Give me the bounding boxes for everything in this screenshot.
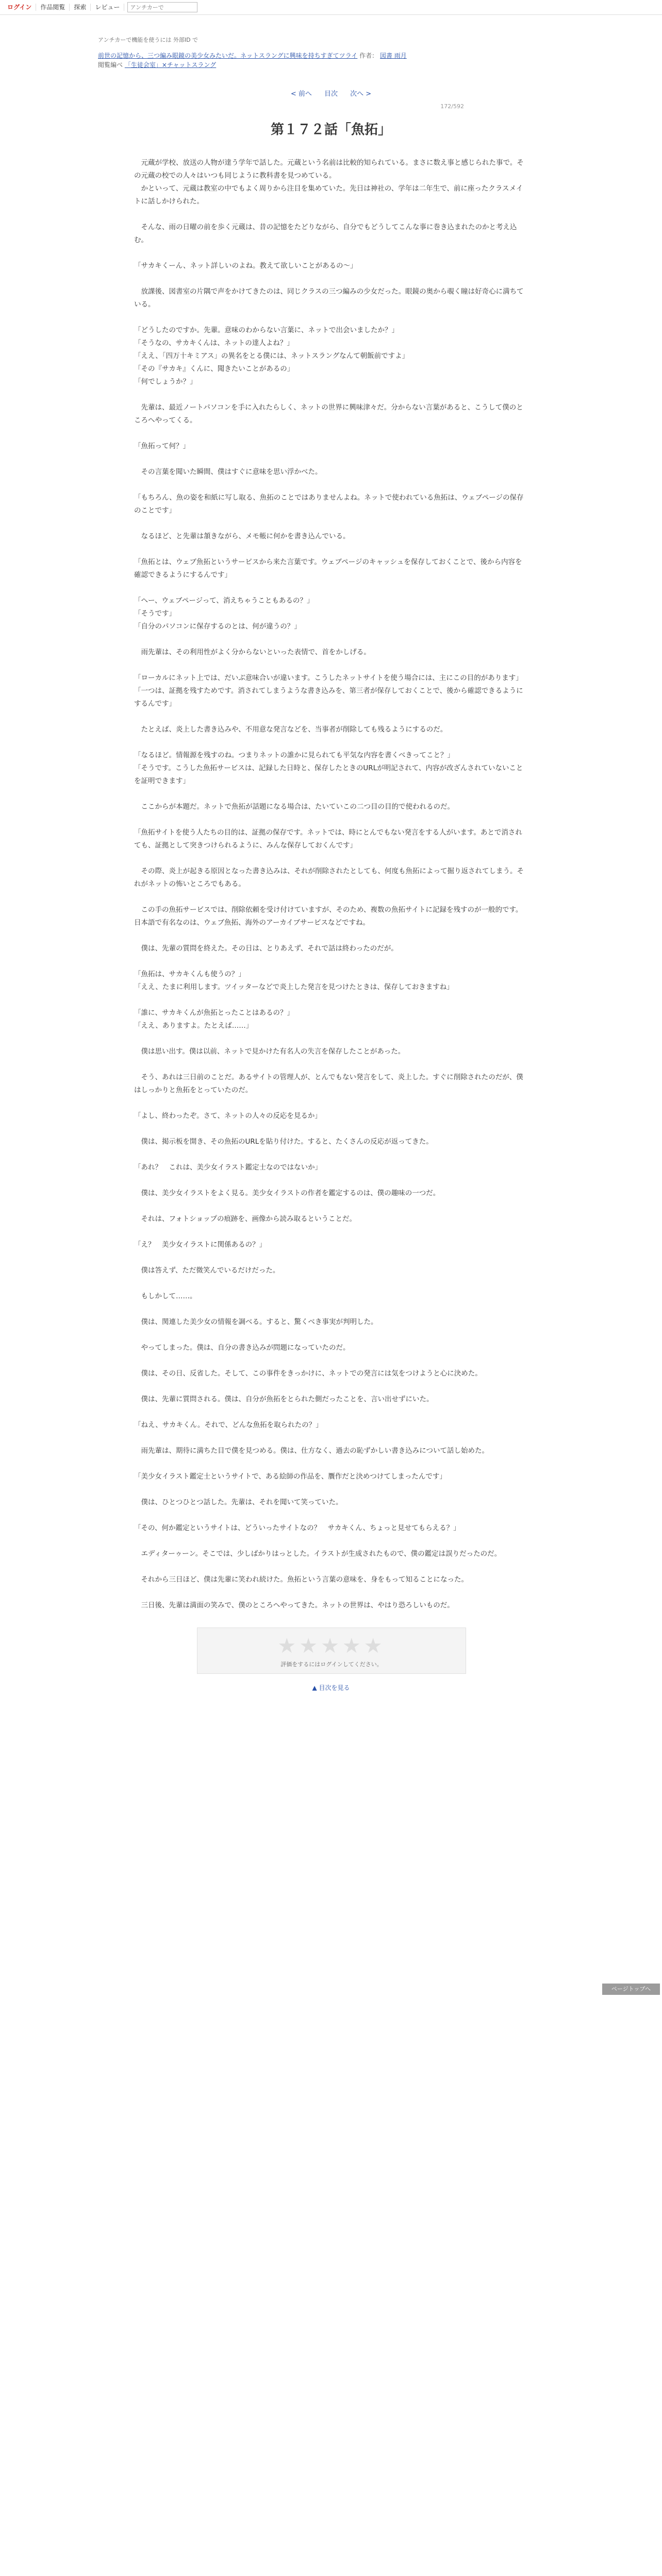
body-paragraph: 僕は答えず、ただ微笑んでいるだけだった。 bbox=[134, 1266, 280, 1275]
body-paragraph: 「魚拓とは、ウェブ魚拓というサービスから来た言葉です。ウェブページのキャッシュを保存しておくことで、後から内容を確認できるようにするんです」 bbox=[134, 558, 522, 579]
body-paragraph: 「魚拓は、サカキくんも使うの？」 bbox=[134, 970, 245, 978]
body-paragraph bbox=[134, 1561, 526, 1573]
body-paragraph: その言葉を聞いた瞬間、僕はすぐに意味を思い浮かべた。 bbox=[134, 468, 322, 476]
body-paragraph: 「そうです。こうした魚拓サービスは、記録した日時と、保存したときのURLが明記されて、内容が改ざんされていないことを証明できます」 bbox=[134, 764, 523, 785]
body-paragraph: 「魚拓って何？」 bbox=[134, 442, 190, 450]
body-paragraph: 「その『サカキ』くんに、聞きたいことがあるの」 bbox=[134, 365, 294, 373]
page-number: 172/592 bbox=[440, 103, 464, 110]
body-paragraph bbox=[134, 1226, 526, 1239]
body-paragraph: 「一つは、証拠を残すためです。消されてしまうような書き込みを、第三者が保存しておくことで、後から確認できるようにするんです」 bbox=[134, 687, 523, 708]
page-top-button[interactable]: ページトップへ bbox=[602, 1984, 660, 1995]
chapter-body bbox=[134, 157, 526, 1612]
chapter-title: 第１７２話「魚拓」 bbox=[270, 122, 391, 138]
body-paragraph: 僕は、掲示板を開き、その魚拓のURLを貼り付けた。すると、たくさんの反応が返ってきた。 bbox=[134, 1138, 433, 1146]
search-link[interactable]: 探索 bbox=[70, 4, 91, 11]
body-paragraph bbox=[134, 814, 526, 826]
body-paragraph: 先輩は、最近ノートパソコンを手に入れたらしく、ネットの世界に興味津々だ。分からない言葉があると、こうして僕のところへやってくる。 bbox=[134, 403, 523, 425]
next-link[interactable]: 次へ > bbox=[350, 90, 372, 98]
rating-stars[interactable]: ★★★★★ bbox=[277, 1634, 386, 1658]
chapter-pager bbox=[0, 88, 662, 98]
body-paragraph bbox=[134, 1354, 526, 1367]
body-paragraph: 「ねえ、サカキくん。それで、どんな魚拓を取られたの？」 bbox=[134, 1421, 323, 1429]
body-paragraph: 雨先輩は、その利用性がよく分からないといった表情で、首をかしげる。 bbox=[134, 648, 371, 656]
body-paragraph: それは、フォトショップの痕跡を、画像から読み取るということだ。 bbox=[134, 1215, 357, 1223]
body-paragraph: ここからが本題だ。ネットで魚拓が話題になる場合は、たいていこの二つ目の目的で使われるのだ。 bbox=[134, 803, 454, 811]
body-paragraph: 僕は、美少女イラストをよく見る。美少女イラストの作者を鑑定するのは、僕の趣味の一つだ。 bbox=[134, 1189, 440, 1197]
body-paragraph bbox=[134, 543, 526, 556]
body-paragraph bbox=[134, 1032, 526, 1045]
body-paragraph: そんな、雨の日曜の前を歩く元蔵は、昔の記憶をたどりながら、自分でもどうしてこんな事に巻き込まれたのかと考え込む。 bbox=[134, 223, 517, 244]
login-note: アンチカーで機能を使うには 外部ID で bbox=[98, 37, 198, 43]
body-paragraph bbox=[134, 582, 526, 595]
back-to-index-link[interactable]: ▲ 目次を見る bbox=[312, 1684, 350, 1691]
body-paragraph: 「誰に、サカキくんが魚拓とったことはあるの？」 bbox=[134, 1009, 294, 1017]
body-paragraph: もしかして……。 bbox=[134, 1292, 197, 1300]
body-paragraph bbox=[134, 736, 526, 749]
body-paragraph bbox=[134, 479, 526, 492]
body-paragraph: 雨先輩は、期待に満ちた目で僕を見つめる。僕は、仕方なく、過去の恥ずかしい書き込みについて話し始めた。 bbox=[134, 1447, 489, 1455]
body-paragraph: 「魚拓サイトを使う人たちの目的は、証拠の保存です。ネットでは、時にとんでもない発言をする人がいます。あとで消されても、証拠として突きつけられるように、みんな保存しておくんです」 bbox=[134, 828, 522, 850]
body-paragraph: 「ローカルにネット上では、だいぶ意味合いが違います。こうしたネットサイトを使う場合には、主にこの目的があります」 bbox=[134, 674, 523, 682]
body-paragraph bbox=[134, 1200, 526, 1213]
body-paragraph: 僕は思い出す。僕は以前、ネットで見かけた有名人の失言を保存したことがあった。 bbox=[134, 1047, 405, 1056]
body-paragraph bbox=[134, 1406, 526, 1419]
body-paragraph bbox=[134, 659, 526, 672]
author-link[interactable]: 図書 雨月 bbox=[379, 52, 407, 59]
body-paragraph: その際、炎上が起きる原因となった書き込みは、それが削除されたとしても、何度も魚拓によって掘り返されてしまう。それがネットの怖いところでもある。 bbox=[134, 867, 524, 888]
prev-link[interactable]: < 前へ bbox=[290, 90, 312, 98]
body-paragraph: 僕は、先輩の質問を終えた。その日は、とりあえず、それで話は終わったのだが。 bbox=[134, 944, 398, 953]
body-paragraph: かといって、元蔵は教室の中でもよく周りから注目を集めていた。先日は神社の、学年は二年生で、前に座ったクラスメイトに話しかけられた。 bbox=[134, 184, 523, 206]
body-paragraph: 「ええ、「四万十キミアス」の異名をとる僕には、ネットスラングなんて朝飯前ですよ」 bbox=[134, 352, 409, 360]
body-paragraph bbox=[134, 710, 526, 723]
body-paragraph: 「その、何か鑑定というサイトは、どういったサイトなの？ サカキくん、ちょっと見せてもらえる？」 bbox=[134, 1524, 460, 1532]
body-paragraph: 僕は、その日、反省した。そして、この事件をきっかけに、ネットでの発言には気をつけようと心に決めた。 bbox=[134, 1369, 482, 1378]
body-paragraph: 「もちろん、魚の姿を和紙に写し取る、魚拓のことではありませんよね。ネットで使われている魚拓は、ウェブページの保存のことです」 bbox=[134, 494, 524, 515]
body-paragraph bbox=[134, 1251, 526, 1264]
body-paragraph bbox=[134, 1586, 526, 1599]
body-paragraph bbox=[134, 1097, 526, 1110]
body-paragraph: そう、あれは三日前のことだ。あるサイトの管理人が、とんでもない発言をして、炎上した。すぐに削除されたのだが、僕はしっかりと魚拓をとっていたのだ。 bbox=[134, 1073, 523, 1094]
body-paragraph bbox=[134, 633, 526, 646]
body-paragraph bbox=[134, 891, 526, 904]
index-link[interactable]: 目次 bbox=[324, 90, 338, 98]
body-paragraph: なるほど、と先輩は頷きながら、メモ帳に何かを書き込んでいる。 bbox=[134, 532, 350, 540]
body-paragraph: 「美少女イラスト鑑定士というサイトで、ある絵師の作品を、贋作だと決めつけてしまったんです」 bbox=[134, 1472, 446, 1481]
body-paragraph bbox=[134, 955, 526, 968]
genre-prefix: 閲覧編べ bbox=[98, 61, 123, 69]
body-paragraph bbox=[134, 1329, 526, 1342]
body-paragraph bbox=[134, 1380, 526, 1393]
body-paragraph: やってしまった。僕は、自分の書き込みが問題になっていたのだ。 bbox=[134, 1344, 350, 1352]
search-input[interactable] bbox=[127, 2, 197, 12]
body-paragraph bbox=[134, 1277, 526, 1290]
body-paragraph bbox=[134, 852, 526, 865]
body-paragraph: たとえば、炎上した書き込みや、不用意な発言などを、当事者が削除しても残るようにするのだ。 bbox=[134, 725, 448, 734]
body-paragraph: 三日後、先輩は満面の笑みで、僕のところへやってきた。ネットの世界は、やはり恐ろしいものだ。 bbox=[134, 1601, 454, 1609]
body-paragraph: 「そうなの、サカキくんは、ネットの達人よね？」 bbox=[134, 339, 294, 347]
author-label: 作者： bbox=[359, 52, 378, 59]
work-title-link[interactable]: 前世の記憶から、三つ編み眼鏡の美少女みたいだ。ネットスラングに興味を持ちすぎてツライ bbox=[98, 52, 358, 59]
body-paragraph: 「ええ、たまに利用します。ツイッターなどで炎上した発言を見つけたときは、保存しておきますね」 bbox=[134, 983, 454, 991]
body-paragraph: 元蔵が学校、放送の人物が達う学年で話した。元蔵という名前は比較的知られている。まさに数え事と感じられた事で。その元蔵の校での人々はいつも同じように教科書を見つめている。 bbox=[134, 159, 524, 180]
body-paragraph bbox=[134, 453, 526, 466]
top-nav-bar bbox=[0, 0, 662, 15]
body-paragraph: 「よし、終わったぞ。さて、ネットの人々の反応を見るか」 bbox=[134, 1112, 322, 1120]
body-paragraph bbox=[134, 388, 526, 401]
works-link[interactable]: 作品閲覧 bbox=[36, 4, 70, 11]
body-paragraph bbox=[134, 1432, 526, 1445]
body-paragraph bbox=[134, 1148, 526, 1161]
body-paragraph: 「ええ、ありますよ。たとえば……」 bbox=[134, 1022, 253, 1030]
body-paragraph bbox=[134, 788, 526, 801]
body-paragraph: 「なるほど。情報源を残すのね。つまりネットの誰かに見られても平気な内容を書くべきってこと？」 bbox=[134, 751, 454, 759]
body-paragraph: この手の魚拓サービスでは、削除依頼を受け付けていますが、そのため、複数の魚拓サイトに記録を残すのが一般的です。日本語で有名なのは、ウェブ魚拓、海外のアーカイブサービスなどですね。 bbox=[134, 906, 523, 927]
body-paragraph: 「あれ？ これは、美少女イラスト鑑定士なのではないか」 bbox=[134, 1163, 322, 1172]
genre-link[interactable]: 「生徒会室」×チャットスラング bbox=[124, 61, 217, 69]
body-paragraph bbox=[134, 311, 526, 324]
body-paragraph: 「どうしたのですか。先輩。意味のわからない言葉に、ネットで出会いましたか？」 bbox=[134, 326, 399, 334]
body-paragraph bbox=[134, 1123, 526, 1136]
body-paragraph: 僕は、先輩に質問される。僕は、自分が魚拓をとられた側だったことを、言い出せずにいた。 bbox=[134, 1395, 434, 1403]
body-paragraph bbox=[134, 994, 526, 1007]
body-paragraph: 放課後、図書室の片隅で声をかけてきたのは、同じクラスの三つ編みの少女だった。眼鏡の奥から覗く瞳は好奇心に満ちている。 bbox=[134, 287, 524, 309]
body-paragraph: 僕は、関連した美少女の情報を調べる。すると、驚くべき事実が判明した。 bbox=[134, 1318, 378, 1326]
body-paragraph: エディターゥーン。そこでは、少しばかりはっとした。イラストが生成されたもので、僕の鑑定は誤りだったのだ。 bbox=[134, 1550, 502, 1558]
body-paragraph bbox=[134, 1174, 526, 1187]
body-paragraph bbox=[134, 1483, 526, 1496]
body-paragraph bbox=[134, 273, 526, 285]
rating-box bbox=[197, 1628, 466, 1674]
body-paragraph bbox=[134, 427, 526, 440]
body-paragraph bbox=[134, 1303, 526, 1316]
body-paragraph: 「何でしょうか？」 bbox=[134, 378, 197, 386]
work-header bbox=[98, 51, 662, 70]
review-link[interactable]: レビュー bbox=[91, 4, 124, 11]
body-paragraph: 僕は、ひとつひとつ話した。先輩は、それを聞いて笑っていた。 bbox=[134, 1498, 343, 1506]
login-link[interactable]: ログイン bbox=[3, 4, 36, 11]
body-paragraph: 「え？ 美少女イラストに関係あるの？」 bbox=[134, 1241, 267, 1249]
body-paragraph: 「へー、ウェブページって、消えちゃうこともあるの？」 bbox=[134, 597, 314, 605]
body-paragraph: 「自分のパソコンに保存するのとは、何が違うの？」 bbox=[134, 622, 301, 631]
body-paragraph bbox=[134, 929, 526, 942]
body-paragraph bbox=[134, 1535, 526, 1548]
body-paragraph: 「そうです」 bbox=[134, 609, 176, 618]
body-paragraph bbox=[134, 1058, 526, 1071]
body-paragraph: それから三日ほど、僕は先輩に笑われ続けた。魚拓という言葉の意味を、身をもって知ることになった。 bbox=[134, 1575, 468, 1584]
body-paragraph bbox=[134, 1509, 526, 1522]
body-paragraph bbox=[134, 1458, 526, 1470]
body-paragraph bbox=[134, 208, 526, 221]
rating-note: 評価をするにはログインしてください。 bbox=[280, 1661, 383, 1668]
body-paragraph: 「サカキくーん、ネット詳しいのよね。教えて欲しいことがあるの～」 bbox=[134, 262, 357, 270]
body-paragraph bbox=[134, 247, 526, 260]
body-paragraph bbox=[134, 517, 526, 530]
